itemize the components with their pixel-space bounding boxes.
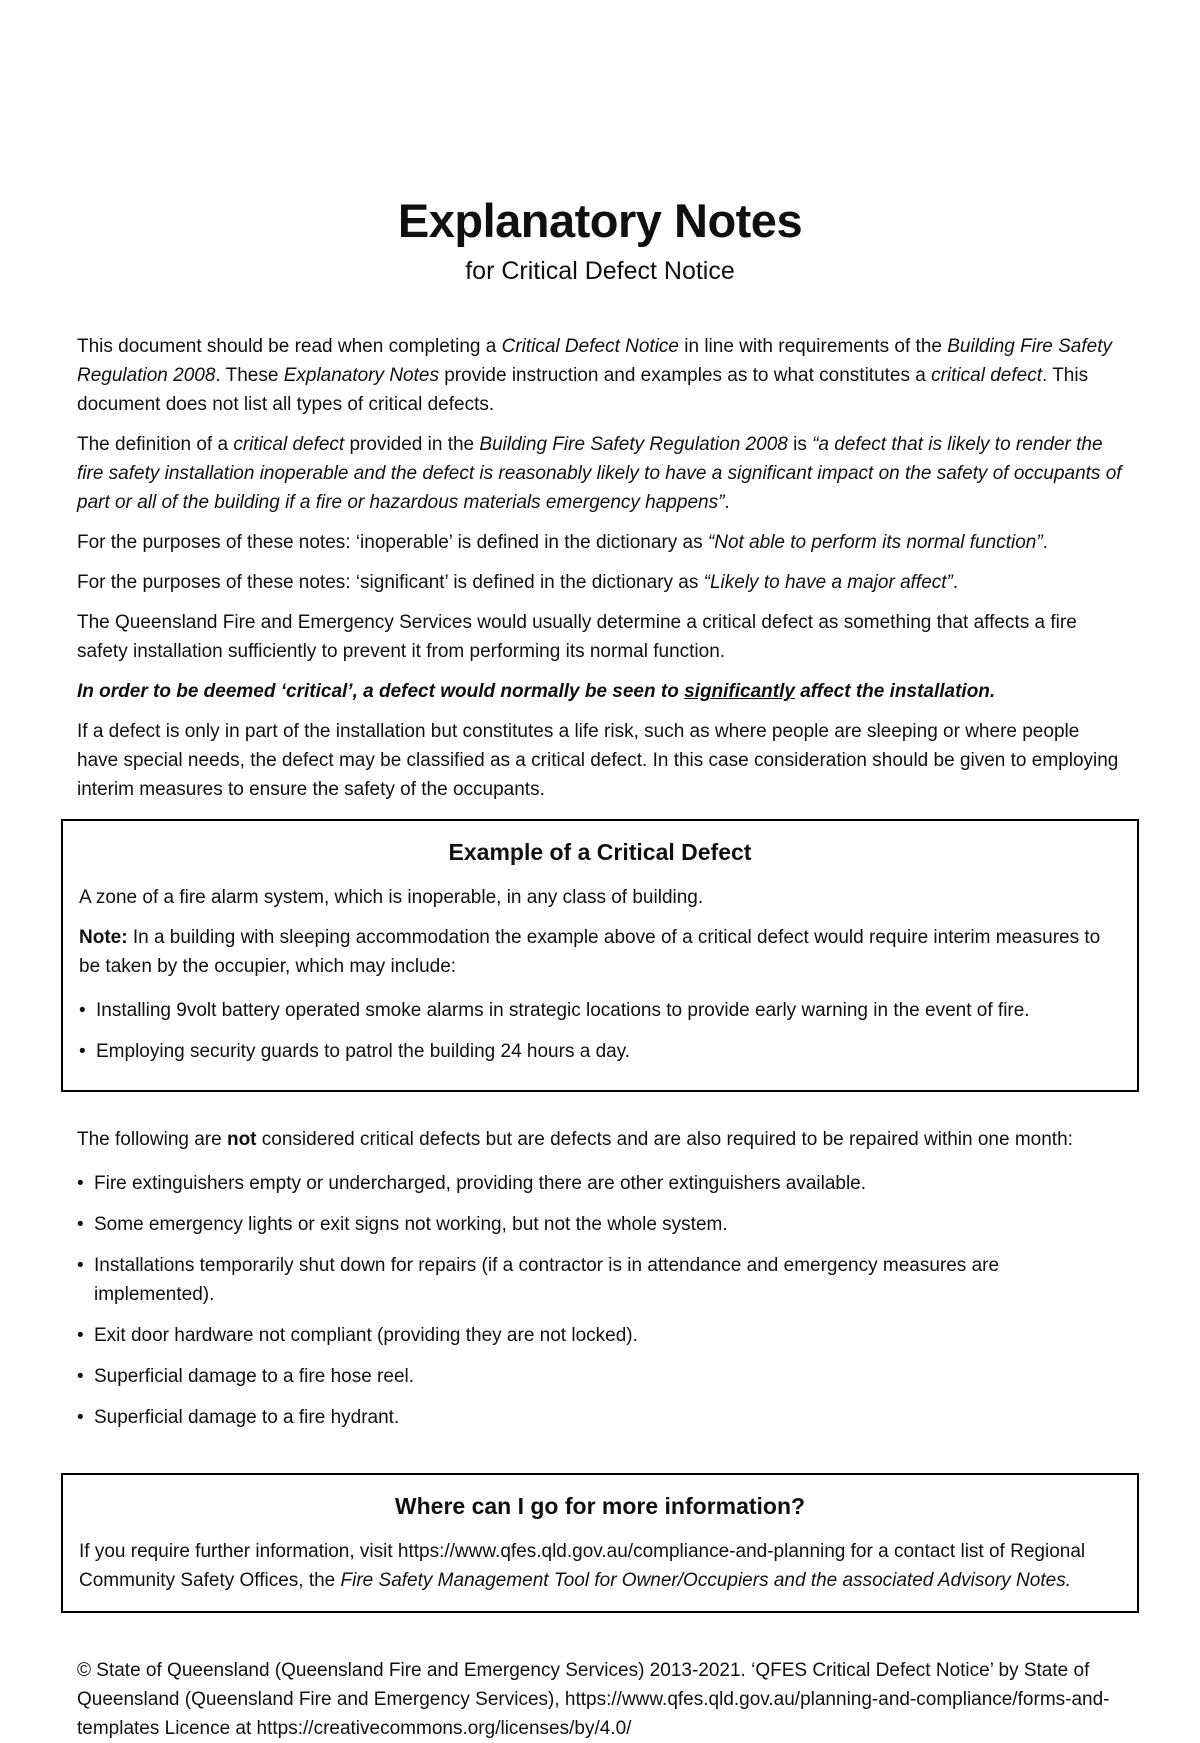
text-segment: Building Fire Safety Regulation 2008 bbox=[77, 336, 1112, 387]
text-segment: affect the installation. bbox=[794, 681, 996, 703]
text-segment: For the purposes of these notes: ‘inoperable’ is defined in the dictionary as bbox=[77, 532, 708, 554]
text-segment: In order to be deemed ‘critical’, a defect would normally be seen to bbox=[77, 681, 685, 703]
text-segment: Fire Safety Management Tool for Owner/Occupiers and the associated Advisory Notes. bbox=[340, 1570, 1071, 1592]
text-segment: In a building with sleeping accommodation the example above of a critical defect would require interim measures to be taken by the occupier, which may include: bbox=[79, 927, 1101, 978]
text-segment: in line with requirements of the bbox=[678, 336, 948, 358]
text-segment: provided in the bbox=[344, 434, 480, 456]
list-item: • Superficial damage to a fire hydrant. bbox=[77, 1403, 1123, 1432]
text-segment: provide instruction and examples as to what constitutes a bbox=[438, 365, 932, 387]
paragraph bbox=[77, 332, 1123, 419]
paragraph: A zone of a fire alarm system, which is inoperable, in any class of building. bbox=[79, 887, 704, 909]
list-item: • Exit door hardware not compliant (providing they are not locked). bbox=[77, 1321, 1123, 1350]
example-box-heading: Example of a Critical Defect bbox=[448, 839, 752, 866]
paragraph bbox=[77, 717, 1123, 804]
defects-bullet-list bbox=[77, 1169, 1123, 1432]
text-segment: Critical Defect Notice bbox=[501, 336, 679, 358]
example-box bbox=[61, 819, 1139, 1092]
paragraph bbox=[77, 677, 1123, 706]
text-segment: significantly bbox=[684, 681, 795, 703]
text-segment: critical defect bbox=[931, 365, 1042, 387]
text-segment: . bbox=[952, 572, 959, 594]
text-segment: Explanatory Notes bbox=[283, 365, 439, 387]
list-item: • Some emergency lights or exit signs not working, but not the whole system. bbox=[77, 1210, 1123, 1239]
text-segment: . bbox=[724, 492, 730, 514]
paragraph bbox=[77, 568, 1123, 597]
text-segment: critical defect bbox=[233, 434, 345, 456]
list-item: • Fire extinguishers empty or undercharged, providing there are other extinguishers available. bbox=[77, 1169, 1123, 1198]
text-segment: . bbox=[1042, 532, 1048, 554]
text-segment: “Not able to perform its normal function” bbox=[707, 532, 1043, 554]
list-item: • Installing 9volt battery operated smoke alarms in strategic locations to provide early warning in the event of fire. bbox=[79, 996, 1121, 1025]
text-segment: considered critical defects but are defects and are also required to be repaired within one month: bbox=[256, 1129, 1073, 1151]
list-item: • Superficial damage to a fire hose reel. bbox=[77, 1362, 1123, 1391]
text-segment: Note: bbox=[79, 927, 128, 949]
text-segment: The following are bbox=[77, 1129, 227, 1151]
text-segment: The Queensland Fire and Emergency Services would usually determine a critical defect as something that affects a fire safety installation sufficiently to prevent it from performing its normal function. bbox=[77, 612, 1077, 663]
text-segment: . These bbox=[215, 365, 284, 387]
more-info-heading: Where can I go for more information? bbox=[394, 1493, 806, 1520]
page-title: Explanatory Notes bbox=[397, 194, 803, 247]
paragraph bbox=[77, 430, 1123, 517]
list-item: • Employing security guards to patrol the building 24 hours a day. bbox=[79, 1037, 1121, 1066]
text-segment: not bbox=[226, 1129, 257, 1151]
paragraph bbox=[77, 608, 1123, 666]
page-subtitle: for Critical Defect Notice bbox=[465, 257, 735, 286]
more-info-box bbox=[61, 1473, 1139, 1613]
text-segment: If a defect is only in part of the installation but constitutes a life risk, such as where people are sleeping or where people have special needs, the defect may be classified as a critical defect. In this case consideration should be given to employing interim measures to ensure the safety of the occupants. bbox=[77, 721, 1119, 801]
paragraph bbox=[77, 1125, 1123, 1154]
paragraph bbox=[77, 528, 1123, 557]
text-segment: For the purposes of these notes: ‘significant’ is defined in the dictionary as bbox=[77, 572, 704, 594]
text-segment: is bbox=[787, 434, 813, 456]
intro-section bbox=[77, 332, 1123, 804]
copyright-notice: © State of Queensland (Queensland Fire and Emergency Services) 2013-2021. ‘QFES Critical Defect Notice’ by State of Queensland (Queensland Fire and Emergency Services), https://www.qfes.qld.gov.au/planning-and-compliance/forms-and-templates Licence at https://creativecommons.org/licenses/by/4.0/ bbox=[77, 1660, 1110, 1740]
paragraph bbox=[79, 923, 1121, 981]
text-segment: If you require further information, visit https://www.qfes.qld.gov.au/compliance-and-planning for a contact list of Regional Community Safety Offices, the bbox=[79, 1541, 1086, 1592]
text-segment: “a defect that is likely to render the fire safety installation inoperable and the defect is reasonably likely to have a significant impact on the safety of occupants of part or all of the building if a fire or hazardous materials emergency happens” bbox=[77, 434, 1122, 514]
text-segment: Building Fire Safety Regulation 2008 bbox=[479, 434, 788, 456]
text-segment: The definition of a bbox=[77, 434, 234, 456]
list-item: • Installations temporarily shut down for repairs (if a contractor is in attendance and emergency measures are implemented). bbox=[77, 1251, 1123, 1309]
paragraph bbox=[79, 1537, 1121, 1595]
text-segment: “Likely to have a major affect” bbox=[703, 572, 953, 594]
text-segment: This document should be read when completing a bbox=[77, 336, 502, 358]
text-segment: . This document does not list all types of critical defects. bbox=[77, 365, 1089, 416]
example-bullet-list bbox=[79, 996, 1121, 1066]
non-critical-defects-section bbox=[77, 1125, 1123, 1432]
